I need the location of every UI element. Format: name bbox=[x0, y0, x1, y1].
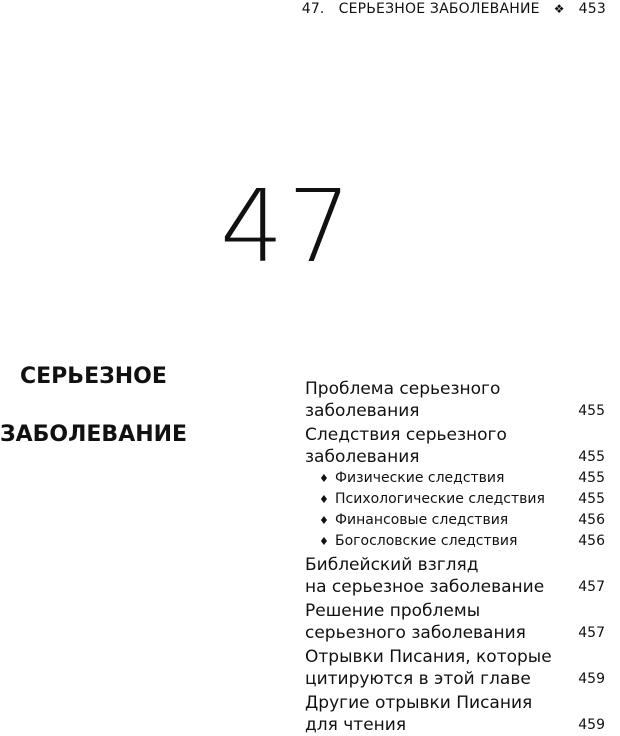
toc-entry-line2: заболевания bbox=[305, 447, 420, 467]
chapter-title-line1: СЕРЬЕЗНОЕ bbox=[20, 364, 167, 389]
toc-entry-page: 457 bbox=[578, 579, 605, 595]
toc-entry-page: 455 bbox=[578, 449, 605, 465]
chapter-title-line2: ЗАБОЛЕВАНИЕ bbox=[0, 422, 188, 447]
toc-entry bbox=[305, 646, 605, 690]
running-header-chapter-title: СЕРЬЕЗНОЕ ЗАБОЛЕВАНИЕ bbox=[338, 1, 540, 17]
toc-entry-line2: серьезного заболевания bbox=[305, 623, 526, 643]
toc-entry bbox=[305, 554, 605, 598]
toc-entry-page: 459 bbox=[578, 717, 605, 733]
toc-entry-page: 459 bbox=[578, 671, 605, 687]
toc-entry-line2: на серьезное заболевание bbox=[305, 577, 545, 597]
diamond-bullet-icon: ♦ bbox=[319, 493, 329, 506]
chapter-number: 47 bbox=[220, 168, 356, 285]
toc-entry-line1: Другие отрывки Писания bbox=[305, 693, 533, 713]
toc-entry-page: 455 bbox=[578, 403, 605, 419]
toc-entry bbox=[305, 424, 605, 468]
toc-entry bbox=[305, 378, 605, 422]
toc-entry-line2: для чтения bbox=[305, 715, 407, 735]
toc-subentry-page: 456 bbox=[578, 533, 605, 549]
toc-subentry-label: Психологические следствия bbox=[335, 491, 545, 507]
running-header-chapter-number: 47. bbox=[301, 1, 325, 17]
toc-entry bbox=[305, 600, 605, 644]
toc-entry-line1: Решение проблемы bbox=[305, 601, 481, 621]
toc-entry-line1: Следствия серьезного bbox=[305, 425, 507, 445]
toc-subentry bbox=[305, 489, 605, 510]
toc-subentry-page: 455 bbox=[578, 491, 605, 507]
running-header bbox=[302, 0, 606, 18]
table-of-contents bbox=[305, 378, 605, 736]
ornament-icon: ❖ bbox=[553, 2, 565, 16]
toc-subentry bbox=[305, 468, 605, 489]
toc-entry bbox=[305, 692, 605, 736]
toc-entry-line2: заболевания bbox=[305, 401, 420, 421]
toc-entry-line1: Проблема серьезного bbox=[305, 379, 501, 399]
diamond-bullet-icon: ♦ bbox=[319, 514, 329, 527]
toc-subentry-page: 456 bbox=[578, 512, 605, 528]
toc-subentry-label: Финансовые следствия bbox=[335, 512, 509, 528]
toc-subentry-label: Богословские следствия bbox=[335, 533, 518, 549]
toc-entry-line1: Библейский взгляд bbox=[305, 555, 479, 575]
toc-subentry bbox=[305, 510, 605, 531]
running-header-page-number: 453 bbox=[578, 1, 606, 17]
toc-subentry-page: 455 bbox=[578, 470, 605, 486]
diamond-bullet-icon: ♦ bbox=[319, 472, 329, 485]
diamond-bullet-icon: ♦ bbox=[319, 535, 329, 548]
toc-subentry bbox=[305, 531, 605, 552]
toc-entry-line2: цитируются в этой главе bbox=[305, 669, 531, 689]
toc-entry-page: 457 bbox=[578, 625, 605, 641]
toc-entry-line1: Отрывки Писания, которые bbox=[305, 647, 552, 667]
toc-subentry-label: Физические следствия bbox=[335, 470, 505, 486]
